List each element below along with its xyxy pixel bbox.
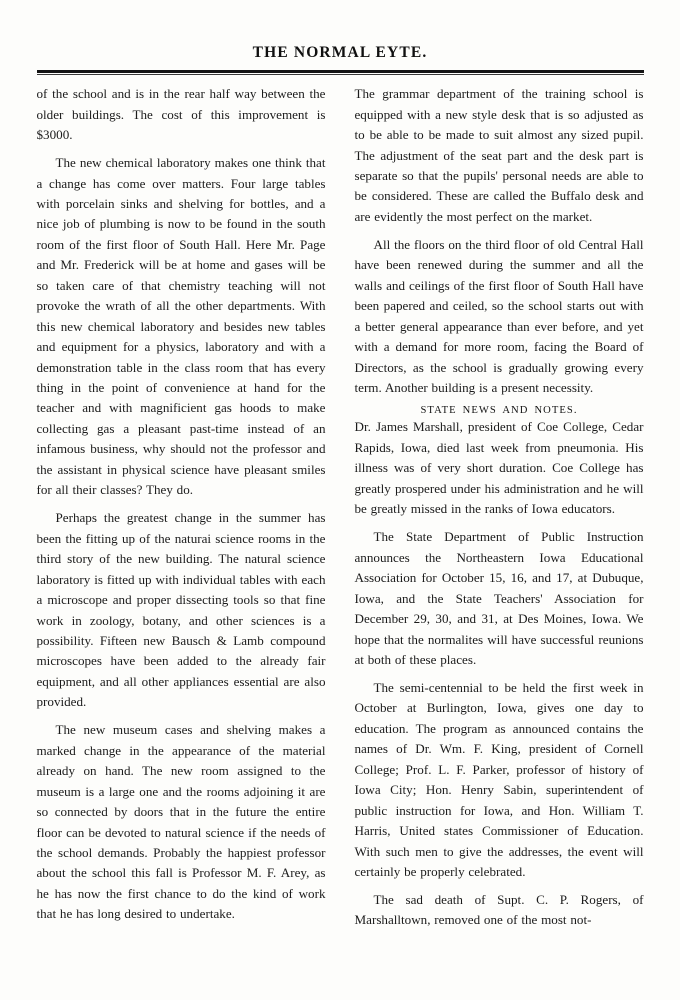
paragraph: The new museum cases and shelving makes a marked change in the appearance of the material already on hand. The new room assigned to the museum is a large one and the rooms adjoining it are so connected by doors that in the future the entire floor can be devoted to natural science if the needs of the school demands. Probably the happiest professor about the school this fall is Professor M. F. Arey, as he has now the first chance to do the kind of work that he has long desired to undertake. [36, 722, 326, 922]
page-title: THE NORMAL EYTE. [252, 44, 428, 61]
paragraph: The sad death of Supt. C. P. Rogers, of Marshalltown, removed one of the most not- [354, 891, 644, 928]
paragraph: The grammar department of the training school is equipped with a new style desk that is so adjusted as to be able to be made to suit almost any sized pupil. The adjustment of the seat part and the desk part is separate so that the pupils' personal needs are able to be considered. These are called the Buffalo desk and are evidently the most perfect on the market. [354, 86, 644, 224]
paragraph: Dr. James Marshall, president of Coe College, Cedar Rapids, Iowa, died last week from pneumonia. His illness was of very short duration. Coe College has greatly prospered under his administration and he will be greatly missed in the ranks of Iowa educators. [354, 419, 644, 517]
paragraph: The semi-centennial to be held the first week in October at Burlington, Iowa, gives one day to education. The program as announced contains the names of Dr. Wm. F. King, president of Cornell College; Prof. L. F. Parker, professor of history of Iowa City; Hon. Henry Sabin, superintendent of public instruction for Iowa, and Hon. William T. Harris, United states Commissioner of Education. With such men to give the addresses, the event will certainly be properly celebrated. [354, 679, 644, 879]
paragraph: of the school and is in the rear half way between the older buildings. The cost of this improvement is $3000. [36, 86, 326, 143]
masthead [0, 0, 680, 62]
paragraph: All the floors on the third floor of old Central Hall have been renewed during the summer and all the walls and ceilings of the first floor of South Hall have been papered and ceiled, so the school starts out with a better general appearance than ever before, and yet with a demand for more room, facing the Board of Directors, as the school is gradually growing every term. Another building is a present necessity. [354, 236, 644, 396]
right-column [355, 84, 644, 931]
divider-rule-thick [37, 70, 644, 73]
paragraph: Perhaps the greatest change in the summer has been the fitting up of the naturai science rooms in the third story of the new building. The natural science laboratory is fitted up with individual tables with each a microscope and proper dissecting tools so that fine work in zoology, botany, and other sciences is a possibility. Fifteen new Bausch & Lamb compound microscopes have been added to the already fair equipment, and all other appliances essential are also provided. [36, 510, 326, 710]
section-heading: STATE NEWS AND NOTES. [420, 405, 578, 417]
left-column [37, 84, 326, 925]
paragraph: The State Department of Public Instruction announces the Northeastern Iowa Educational Association for October 15, 16, and 17, at Dubuque, Iowa, and the State Teachers' Association for December 29, 30, and 31, at Des Moines, Iowa. We hope that the normalites will have successful reunions at both of these places. [354, 529, 644, 667]
two-column-body [37, 75, 644, 931]
paragraph: The new chemical laboratory makes one think that a change has come over matters. Four large tables with porcelain sinks and shelving for bottles, and a nice job of plumbing is now to be found in the south room of the first floor of South Hall. Here Mr. Page and Mr. Frederick will be at home and gases will be so taken care of that chemistry teaching will not provoke the wrath of all the other departments. With this new chemical laboratory and besides new tables and equipment for a physics, laboratory and with a demonstration table in the class room that has every thing in the point of convenience at hand for the teacher and with magnificient gas hoods to make collecting gas a pleasant past-time instead of an infamous business, why should not the professor and the assistant in physical science have pleasant smiles for all their classes? They do. [36, 155, 326, 498]
